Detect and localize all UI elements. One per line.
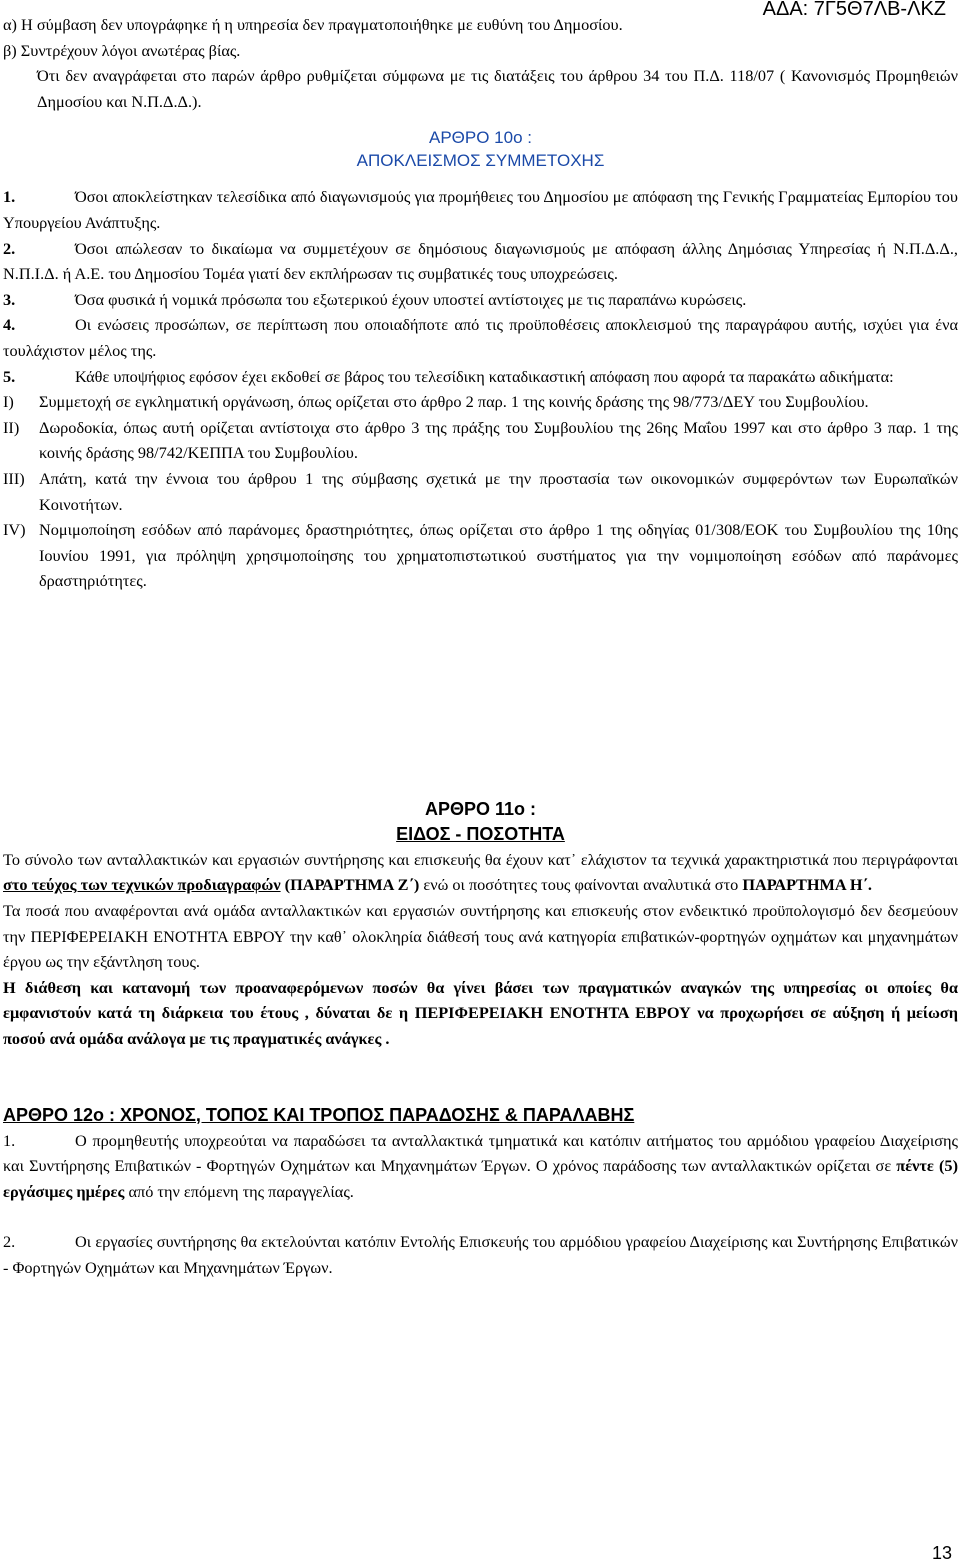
list-item [3,287,958,313]
crime-text: Συμμετοχή σε εγκληματική οργάνωση, όπως ορίζεται στο άρθρο 2 παρ. 1 της κοινής δράσης της 98/773/ΔΕΥ του Συμβουλίου. [39,392,869,412]
intro-c: Ότι δεν αναγράφεται στο παρών άρθρο ρυθμίζεται σύμφωνα με τις διατάξεις του άρθρου 34 του Π.Δ. 118/07 ( Κανονισμός Προμηθειών Δημοσίου και Ν.Π.Δ.Δ.). [37,66,958,111]
item-number: 2. [3,238,16,258]
article12-paragraph-2 [3,1229,958,1280]
crime-label: IV) [3,520,26,540]
article11-subtitle: ΕΙΔΟΣ - ΠΟΣΟΤΗΤΑ [396,823,565,844]
text-run: από την επόμενη της παραγγελίας. [124,1181,354,1201]
article10-subtitle: ΑΠΟΚΛΕΙΣΜΟΣ ΣΥΜΜΕΤΟΧΗΣ [356,151,605,171]
article11-title: ΑΡΘΡΟ 11ο : [424,798,537,819]
article11-paragraph-1 [3,847,958,898]
crime-item [3,389,958,415]
ada-code: ΑΔΑ: 7Γ5Θ7ΛΒ-ΛΚΖ [762,0,946,20]
crime-text: Δωροδοκία, όπως αυτή ορίζεται αντίστοιχα στο άρθρο 3 της πράξης του Συμβουλίου της 26ης Μαΐου 1997 και στο άρθρο 3 παρ. 1 της κοινής δράσης 98/742/ΚΕΠΠΑ του Συμβουλίου. [39,417,958,463]
intro-a: α) Η σύμβαση δεν υπογράφηκε ή η υπηρεσία δεν πραγματοποιήθηκε με ευθύνη του Δημοσίου. [3,15,623,34]
crime-label: I) [3,392,14,412]
text-run: Το σύνολο των ανταλλακτικών και εργασιών συντήρησης και επισκευής θα έχουν κατ᾽ ελάχιστον τα τεχνικά χαρακτηριστικά που περιγράφονται [3,849,958,869]
item-number: 4. [3,315,16,335]
crime-text: Νομιμοποίηση εσόδων από παράνομες δραστηριότητες, όπως ορίζεται στο άρθρο 1 της οδηγίας 01/308/ΕΟΚ του Συμβουλίου της 10ης Ιουνίου 1991, για πρόληψη χρησιμοποίησης του χρηματοπιστωτικού συστήματος για την νομιμοποίηση εσόδων από παράνομες δραστηριότητες. [39,520,958,591]
list-item [3,184,958,235]
item-text: Όσα φυσικά ή νομικά πρόσωπα του εξωτερικού έχουν υποστεί αντίστοιχες με τις παραπάνω κυρώσεις. [75,289,747,309]
article12-title: ΑΡΘΡΟ 12ο : ΧΡΟΝΟΣ, ΤΟΠΟΣ ΚΑΙ ΤΡΟΠΟΣ ΠΑΡΑΔΟΣΗΣ & ΠΑΡΑΛΑΒΗΣ [3,1104,635,1125]
item-text: Οι ενώσεις προσώπων, σε περίπτωση που οποιαδήποτε από τις προϋποθέσεις αποκλεισμού της παραγράφου αυτής, ισχύει για ένα τουλάχιστον μέλος της. [3,315,958,360]
item-number: 5. [3,366,16,386]
crime-item [3,466,958,517]
item-number: 2. [3,1232,16,1252]
tech-specs-reference: στο τεύχος των τεχνικών προδιαγραφών [3,875,281,895]
article10-list [3,184,958,594]
page-number: 13 [931,1543,952,1564]
article11-paragraph-2: Τα ποσά που αναφέρονται ανά ομάδα ανταλλακτικών και εργασιών συντήρησης και επισκευής στον ενδεικτικό προϋπολογισμό δεν δεσμεύουν την ΠΕΡΙΦΕΡΕΙΑΚΗ ΕΝΟΤΗΤΑ ΕΒΡΟΥ την καθ᾽ ολοκληρία διάθεσή τους ανά κατηγορία επιβατικών-φορτηγών οχημάτων και μηχανημάτων έργου ως την εξάντληση τους. [3,901,958,972]
list-item [3,312,958,363]
crime-label: II) [3,417,20,437]
delivery-days: πέντε (5) εργάσιμες ημέρες [3,1156,958,1201]
item-number: 3. [3,289,16,309]
item-text: Όσοι αποκλείστηκαν τελεσίδικα από διαγωνισμούς για προμήθειες του Δημοσίου με απόφαση της Γενικής Γραμματείας Εμπορίου του Υπουργείου Ανάπτυξης. [3,187,958,232]
list-item [3,236,958,287]
crime-item [3,415,958,466]
article10-title: ΑΡΘΡΟ 10ο : [429,128,532,148]
item-number: 1. [3,1130,16,1150]
text-run: ενώ οι ποσότητες τους φαίνονται αναλυτικά στο [419,875,743,895]
crime-label: III) [3,468,25,488]
crime-text: Απάτη, κατά την έννοια του άρθρου 1 της σύμβασης σχετικά με την προστασία των οικονομικών συμφερόντων των Ευρωπαϊκών Κοινοτήτων. [39,468,958,514]
crime-item [3,517,958,594]
item-text: Όσοι απώλεσαν το δικαίωμα να συμμετέχουν σε δημόσιους διαγωνισμούς με απόφαση άλλης Δημόσιας Υπηρεσίας ή Ν.Π.Δ.Δ., Ν.Π.Ι.Δ. ή Α.Ε. του Δημοσίου Τομέα γιατί δεν εκπλήρωσαν τις συμβατικές τους υποχρεώσεις. [3,238,958,284]
document-page [3,12,958,1281]
item-text: Κάθε υποψήφιος εφόσον έχει εκδοθεί σε βάρος του τελεσίδικη καταδικαστική απόφαση που αφορά τα παρακάτω αδικήματα: [75,366,894,386]
intro-b: β) Συντρέχουν λόγοι ανωτέρας βίας. [3,40,241,60]
list-item [3,364,958,390]
annex-h-reference: ΠΑΡΑΡΤΗΜΑ Η΄. [742,875,872,895]
article11-paragraph-3: Η διάθεση και κατανομή των προαναφερόμενων ποσών θα γίνει βάσει των πραγματικών αναγκών της υπηρεσίας οι οποίες θα εμφανιστούν κατά τη διάρκεια του έτους , δύναται δε η ΠΕΡΙΦΕΡΕΙΑΚΗ ΕΝΟΤΗΤΑ ΕΒΡΟΥ να προχωρήσει σε αύξηση ή μείωση ποσού ανά ομάδα ανάλογα με τις πραγματικές ανάγκες . [3,977,958,1049]
text-run: Οι εργασίες συντήρησης θα εκτελούνται κατόπιν Εντολής Επισκευής του αρμόδιου γραφείου Διαχείρισης και Συντήρησης Επιβατικών - Φορτηγών Οχημάτων και Μηχανημάτων Έργων. [3,1232,958,1277]
annex-z-reference: (ΠΑΡΑΡΤΗΜΑ Ζ΄) [280,875,420,895]
text-run: Ο προμηθευτής υποχρεούται να παραδώσει τα ανταλλακτικά τμηματικά και κατόπιν αιτήματος του αρμόδιου γραφείου Διαχείρισης και Συντήρησης Επιβατικών - Φορτηγών Οχημάτων και Μηχανημάτων Έργων. Ο χρόνος παράδοσης των ανταλλακτικών ορίζεται σε [3,1130,958,1176]
item-number: 1. [3,187,16,207]
article12-paragraph-1 [3,1128,958,1205]
